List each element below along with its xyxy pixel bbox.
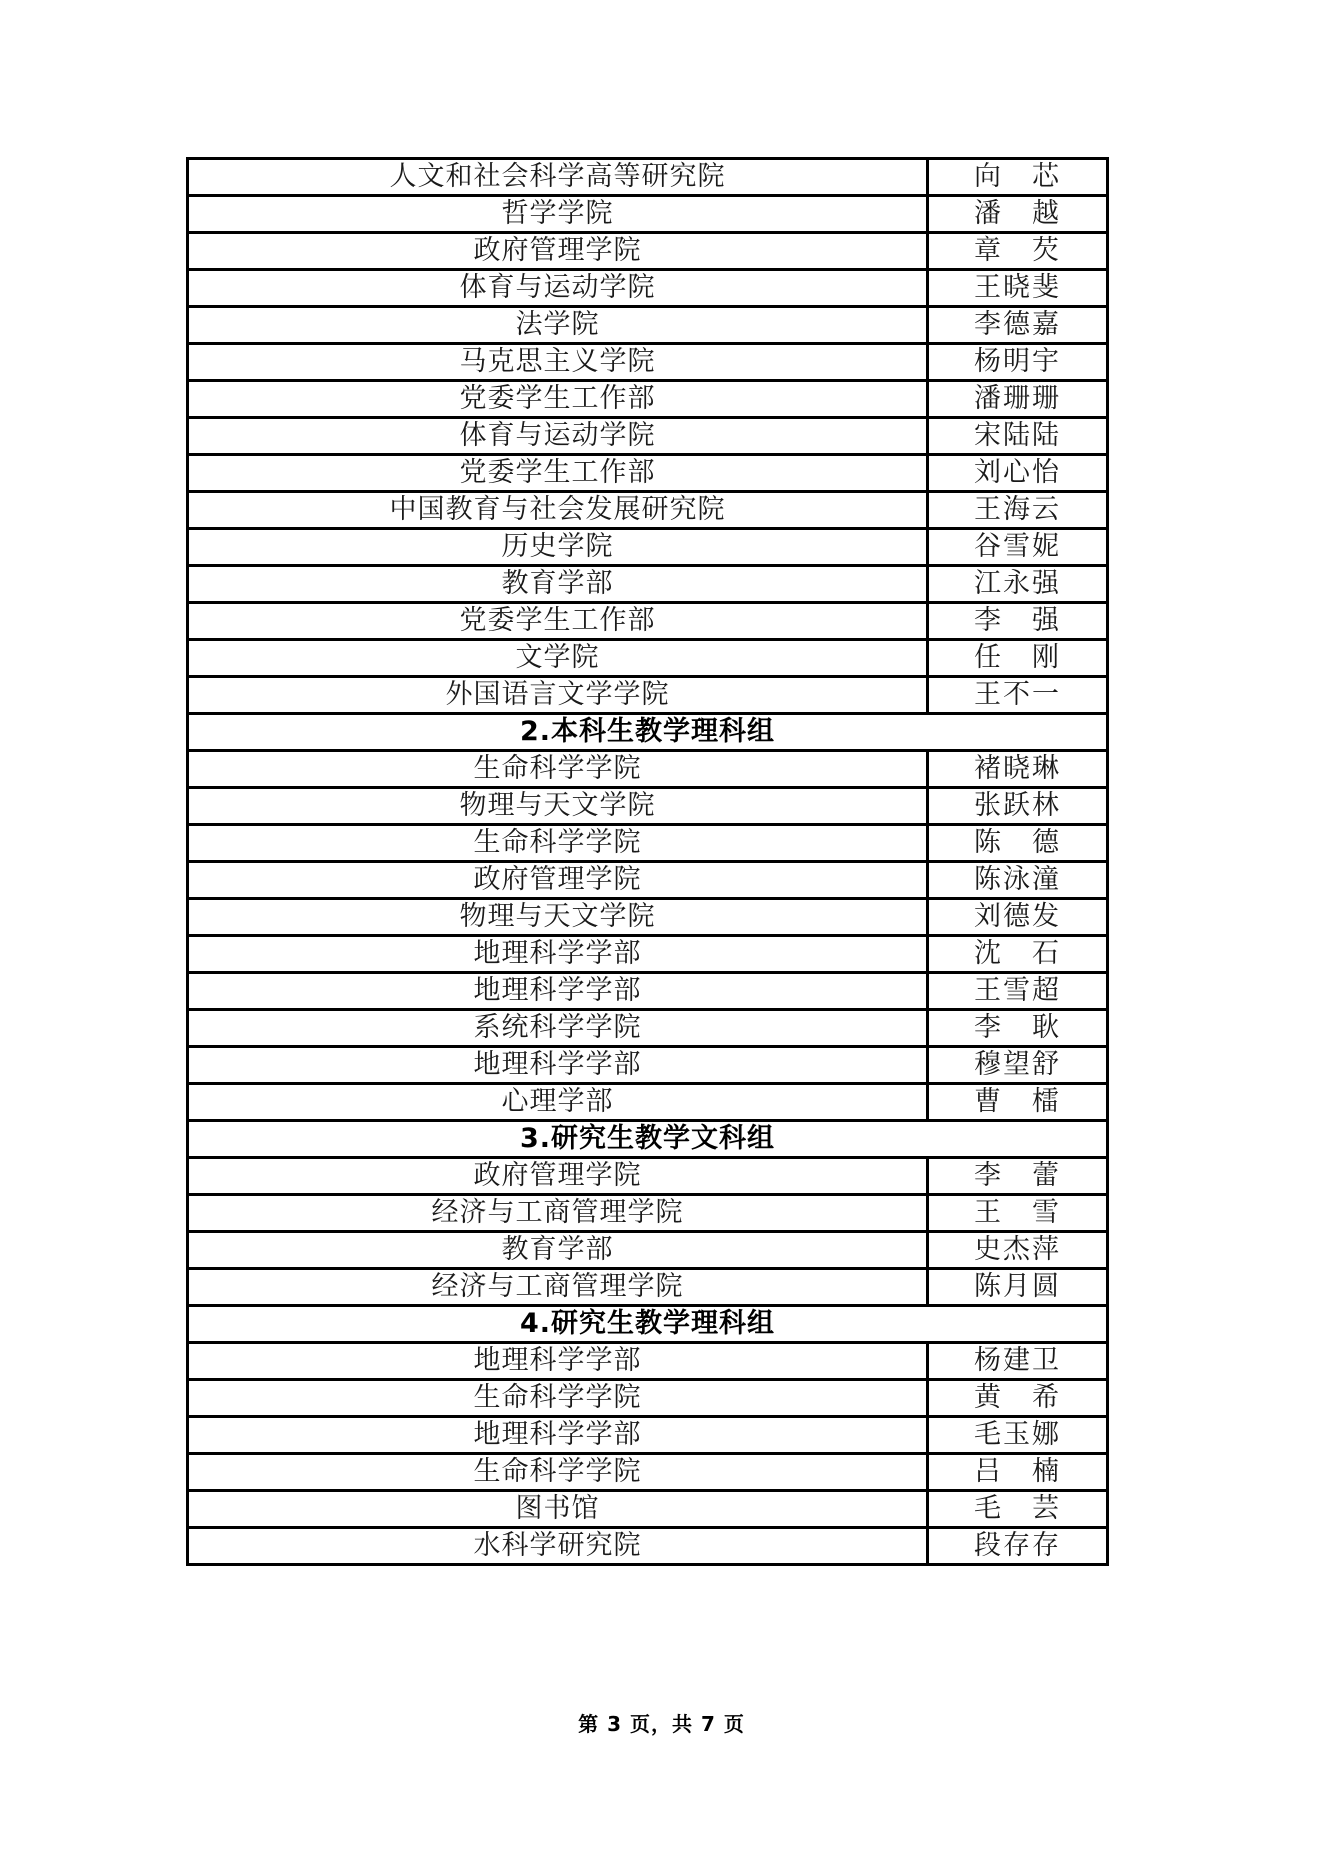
name-cell: 毛玉娜 <box>928 1417 1108 1454</box>
name-cell: 王雪超 <box>928 973 1108 1010</box>
name-cell: 潘珊珊 <box>928 381 1108 418</box>
unit-cell: 系统科学学院 <box>188 1010 928 1047</box>
name-cell: 曹 檑 <box>928 1084 1108 1121</box>
unit-cell: 物理与天文学院 <box>188 788 928 825</box>
table-row <box>188 1491 1108 1528</box>
name-cell: 刘德发 <box>928 899 1108 936</box>
name-cell: 陈泳潼 <box>928 862 1108 899</box>
name-cell: 穆望舒 <box>928 1047 1108 1084</box>
page-footer: 第 3 页，共 7 页 <box>578 1712 745 1736</box>
unit-cell: 党委学生工作部 <box>188 455 928 492</box>
table-row <box>188 1269 1108 1306</box>
table-row <box>188 1010 1108 1047</box>
table-row <box>188 455 1108 492</box>
table-row <box>188 640 1108 677</box>
unit-cell: 党委学生工作部 <box>188 603 928 640</box>
section-title: 3.研究生教学文科组 <box>188 1121 1108 1158</box>
name-cell: 沈 石 <box>928 936 1108 973</box>
name-cell: 段存存 <box>928 1528 1108 1565</box>
name-cell: 陈 德 <box>928 825 1108 862</box>
name-cell: 杨明宇 <box>928 344 1108 381</box>
unit-cell: 人文和社会科学高等研究院 <box>188 159 928 196</box>
section-title: 4.研究生教学理科组 <box>188 1306 1108 1343</box>
name-cell: 宋陆陆 <box>928 418 1108 455</box>
name-cell: 李 蕾 <box>928 1158 1108 1195</box>
section-header-row <box>188 714 1108 751</box>
unit-cell: 中国教育与社会发展研究院 <box>188 492 928 529</box>
name-cell: 章 芡 <box>928 233 1108 270</box>
table-row <box>188 862 1108 899</box>
table-row <box>188 1084 1108 1121</box>
unit-cell: 经济与工商管理学院 <box>188 1195 928 1232</box>
unit-cell: 生命科学学院 <box>188 751 928 788</box>
table-row <box>188 1528 1108 1565</box>
unit-cell: 生命科学学院 <box>188 825 928 862</box>
name-cell: 王海云 <box>928 492 1108 529</box>
table-row <box>188 566 1108 603</box>
unit-cell: 水科学研究院 <box>188 1528 928 1565</box>
section-title: 2.本科生教学理科组 <box>188 714 1108 751</box>
table-row <box>188 936 1108 973</box>
unit-cell: 体育与运动学院 <box>188 418 928 455</box>
unit-cell: 文学院 <box>188 640 928 677</box>
name-cell: 谷雪妮 <box>928 529 1108 566</box>
unit-cell: 物理与天文学院 <box>188 899 928 936</box>
unit-cell: 党委学生工作部 <box>188 381 928 418</box>
roster-table <box>186 157 1109 1566</box>
table-row <box>188 1454 1108 1491</box>
name-cell: 李德嘉 <box>928 307 1108 344</box>
table-row <box>188 529 1108 566</box>
table-row <box>188 1047 1108 1084</box>
name-cell: 王晓斐 <box>928 270 1108 307</box>
name-cell: 李 耿 <box>928 1010 1108 1047</box>
name-cell: 张跃林 <box>928 788 1108 825</box>
table-row <box>188 492 1108 529</box>
table-row <box>188 973 1108 1010</box>
unit-cell: 政府管理学院 <box>188 233 928 270</box>
table-row <box>188 603 1108 640</box>
unit-cell: 教育学部 <box>188 566 928 603</box>
name-cell: 刘心怡 <box>928 455 1108 492</box>
table-row <box>188 1195 1108 1232</box>
table-row <box>188 825 1108 862</box>
table-row <box>188 270 1108 307</box>
unit-cell: 地理科学学部 <box>188 973 928 1010</box>
name-cell: 杨建卫 <box>928 1343 1108 1380</box>
name-cell: 毛 芸 <box>928 1491 1108 1528</box>
table-row <box>188 1343 1108 1380</box>
unit-cell: 图书馆 <box>188 1491 928 1528</box>
name-cell: 王 雪 <box>928 1195 1108 1232</box>
table-row <box>188 677 1108 714</box>
name-cell: 陈月圆 <box>928 1269 1108 1306</box>
name-cell: 李 强 <box>928 603 1108 640</box>
table-row <box>188 418 1108 455</box>
name-cell: 潘 越 <box>928 196 1108 233</box>
unit-cell: 体育与运动学院 <box>188 270 928 307</box>
unit-cell: 哲学学院 <box>188 196 928 233</box>
section-header-row <box>188 1121 1108 1158</box>
name-cell: 史杰萍 <box>928 1232 1108 1269</box>
name-cell: 褚晓琳 <box>928 751 1108 788</box>
unit-cell: 生命科学学院 <box>188 1380 928 1417</box>
table-row <box>188 233 1108 270</box>
name-cell: 任 刚 <box>928 640 1108 677</box>
unit-cell: 地理科学学部 <box>188 1047 928 1084</box>
name-cell: 王不一 <box>928 677 1108 714</box>
unit-cell: 政府管理学院 <box>188 862 928 899</box>
unit-cell: 心理学部 <box>188 1084 928 1121</box>
unit-cell: 外国语言文学学院 <box>188 677 928 714</box>
table-row <box>188 1417 1108 1454</box>
unit-cell: 教育学部 <box>188 1232 928 1269</box>
unit-cell: 历史学院 <box>188 529 928 566</box>
name-cell: 吕 楠 <box>928 1454 1108 1491</box>
table-row <box>188 1380 1108 1417</box>
table-row <box>188 159 1108 196</box>
table-row <box>188 344 1108 381</box>
unit-cell: 马克思主义学院 <box>188 344 928 381</box>
name-cell: 黄 希 <box>928 1380 1108 1417</box>
unit-cell: 政府管理学院 <box>188 1158 928 1195</box>
roster-table-body <box>188 159 1108 1565</box>
section-header-row <box>188 1306 1108 1343</box>
table-row <box>188 751 1108 788</box>
table-row <box>188 1158 1108 1195</box>
table-row <box>188 307 1108 344</box>
unit-cell: 地理科学学部 <box>188 1417 928 1454</box>
table-row <box>188 1232 1108 1269</box>
name-cell: 江永强 <box>928 566 1108 603</box>
table-row <box>188 899 1108 936</box>
unit-cell: 经济与工商管理学院 <box>188 1269 928 1306</box>
table-row <box>188 788 1108 825</box>
unit-cell: 生命科学学院 <box>188 1454 928 1491</box>
table-row <box>188 381 1108 418</box>
name-cell: 向 芯 <box>928 159 1108 196</box>
unit-cell: 法学院 <box>188 307 928 344</box>
unit-cell: 地理科学学部 <box>188 1343 928 1380</box>
table-row <box>188 196 1108 233</box>
unit-cell: 地理科学学部 <box>188 936 928 973</box>
